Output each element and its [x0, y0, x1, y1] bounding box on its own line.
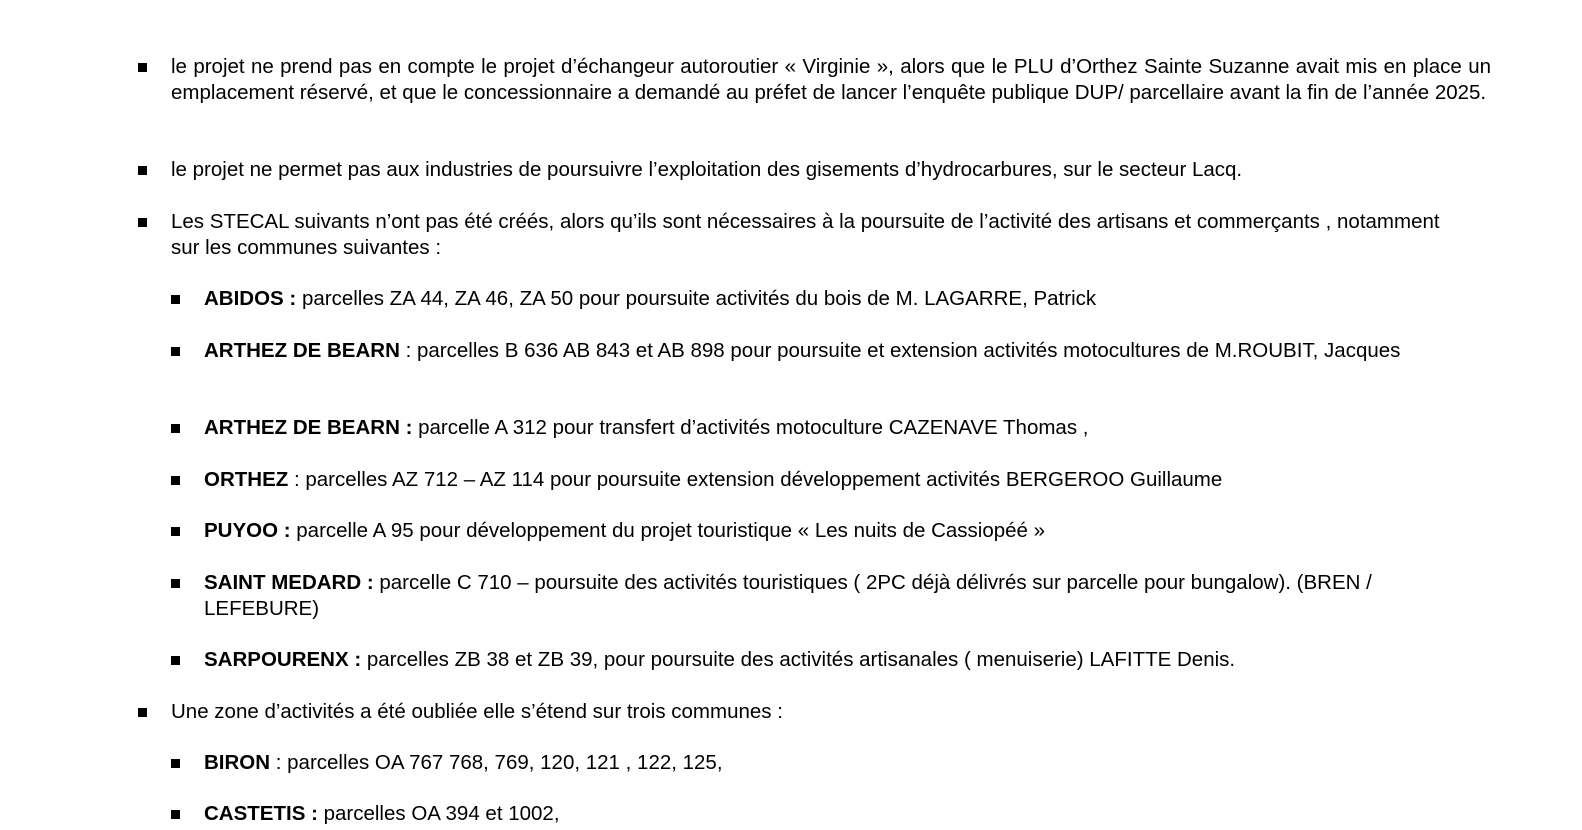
square-bullet-icon — [171, 810, 180, 819]
square-bullet-icon — [171, 476, 180, 485]
square-bullet-icon — [138, 166, 147, 175]
square-bullet-icon — [138, 63, 147, 72]
item-text: Les STECAL suivants n’ont pas été créés, alors qu’ils sont nécessaires à la poursuite de l’activité des artisans et commerçants , notamment sur les communes suivantes : — [171, 210, 1440, 259]
commune-name: ORTHEZ — [204, 468, 289, 491]
item-text: parcelle A 95 pour développement du projet touristique « Les nuits de Cassiopéé » — [290, 519, 1046, 542]
item-text: : parcelles AZ 712 – AZ 114 pour poursuite extension développement activités BERGEROO Guillaume — [288, 468, 1223, 491]
square-bullet-icon — [138, 218, 147, 227]
square-bullet-icon — [138, 708, 147, 717]
sub-list-item — [204, 415, 1491, 441]
sub-list-item — [204, 518, 1491, 544]
square-bullet-icon — [171, 579, 180, 588]
list-item — [171, 209, 1451, 261]
item-text: parcelles ZA 44, ZA 46, ZA 50 pour poursuite activités du bois de M. LAGARRE, Patrick — [296, 287, 1097, 310]
item-text: le projet ne permet pas aux industries de poursuivre l’exploitation des gisements d’hydrocarbures, sur le secteur Lacq. — [171, 158, 1243, 181]
sub-list-item — [204, 647, 1491, 673]
commune-name: ABIDOS : — [204, 287, 297, 310]
square-bullet-icon — [171, 527, 180, 536]
item-text: parcelle C 710 – poursuite des activités touristiques ( 2PC déjà délivrés sur parcelle pour bungalow). (BREN / LEFEBURE) — [204, 571, 1372, 620]
commune-name: SAINT MEDARD : — [204, 571, 374, 594]
commune-name: ARTHEZ DE BEARN — [204, 339, 400, 362]
item-text: : parcelles B 636 AB 843 et AB 898 pour poursuite et extension activités motocultures de M.ROUBIT, Jacques — [399, 339, 1401, 362]
square-bullet-icon — [171, 424, 180, 433]
item-text: parcelles OA 394 et 1002, — [317, 802, 560, 825]
list-item — [171, 699, 1491, 725]
commune-name: BIRON — [204, 751, 271, 774]
list-item — [171, 54, 1491, 106]
sub-list-item — [204, 338, 1444, 364]
square-bullet-icon — [171, 656, 180, 665]
commune-name: PUYOO : — [204, 519, 291, 542]
square-bullet-icon — [171, 295, 180, 304]
sub-list-item — [204, 570, 1491, 622]
item-text: parcelle A 312 pour transfert d’activités motoculture CAZENAVE Thomas , — [412, 416, 1089, 439]
list-item — [171, 157, 1491, 183]
sub-list-item — [204, 286, 1491, 312]
item-text: le projet ne prend pas en compte le projet d’échangeur autoroutier « Virginie », alors que le PLU d’Orthez Sainte Suzanne avait mis en place un emplacement réservé, et que le concessionnaire a demandé au préfet de lancer l’enquête publique DUP/ parcellaire avant la fin de l’année 2025. — [171, 55, 1491, 104]
commune-name: CASTETIS : — [204, 802, 318, 825]
square-bullet-icon — [171, 347, 180, 356]
sub-list-item — [204, 467, 1491, 493]
square-bullet-icon — [171, 759, 180, 768]
commune-name: ARTHEZ DE BEARN : — [204, 416, 413, 439]
item-text: Une zone d’activités a été oubliée elle s’étend sur trois communes : — [171, 700, 783, 723]
item-text: parcelles ZB 38 et ZB 39, pour poursuite des activités artisanales ( menuiserie) LAFITTE Denis. — [361, 648, 1236, 671]
item-text: : parcelles OA 767 768, 769, 120, 121 , 122, 125, — [270, 751, 723, 774]
sub-list-item — [204, 750, 1491, 776]
sub-list-item — [204, 801, 1491, 827]
commune-name: SARPOURENX : — [204, 648, 362, 671]
